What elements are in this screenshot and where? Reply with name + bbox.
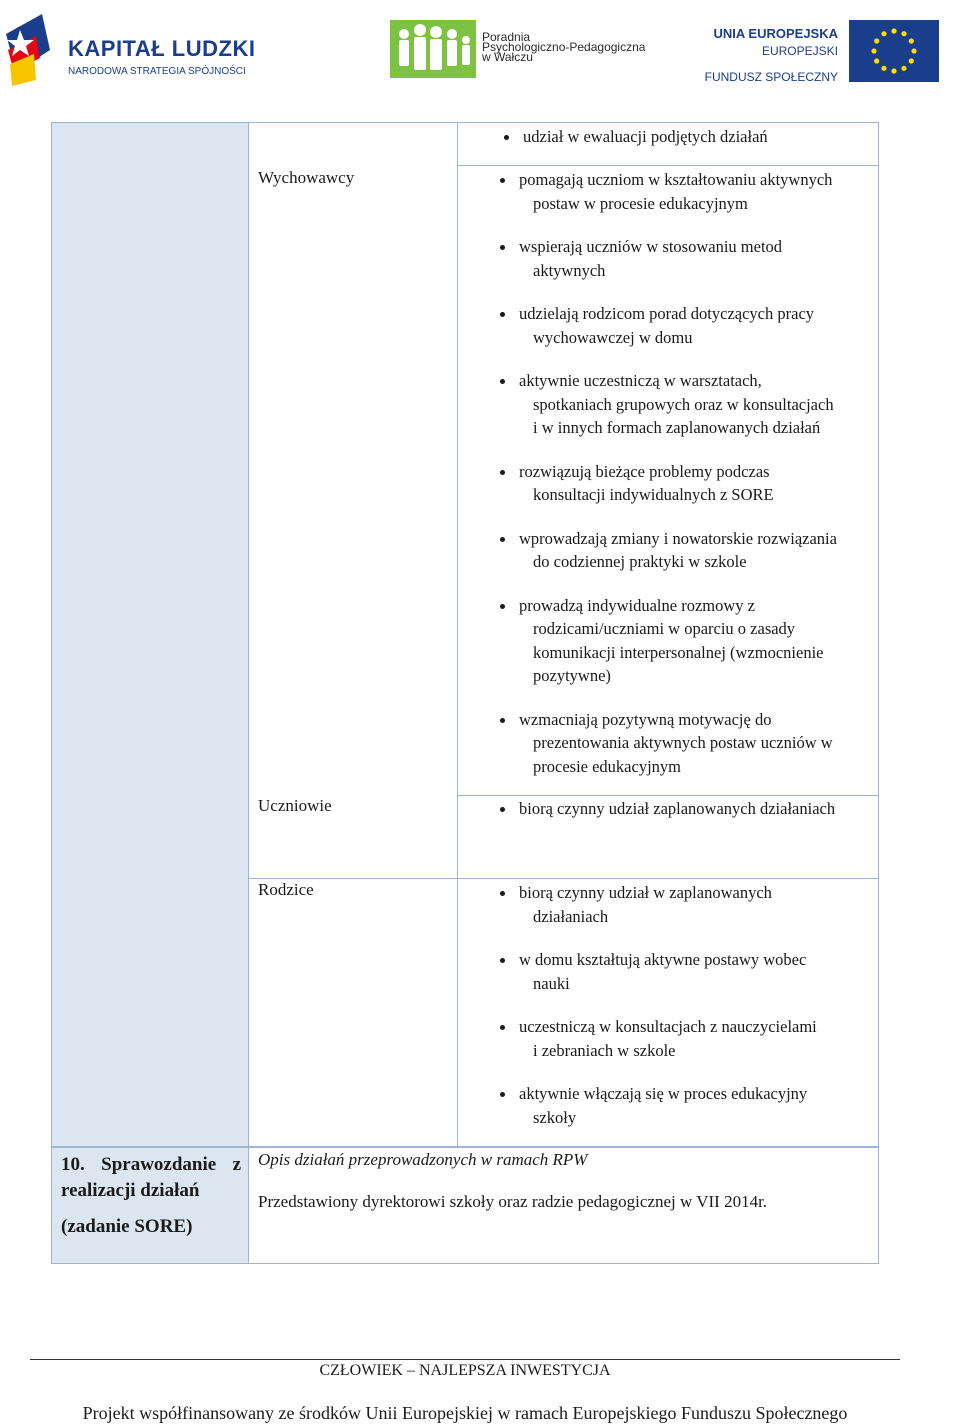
- list-item-text: konsultacji indywidualnych z SORE: [533, 485, 774, 504]
- list-item-text: spotkaniach grupowych oraz w konsultacjach: [533, 394, 834, 414]
- kapital-ludzki-title: KAPITAŁ LUDZKI: [68, 36, 256, 61]
- section10-description: Przedstawiony dyrektorowi szkoły oraz radzie pedagogicznej w VII 2014r.: [258, 1192, 768, 1211]
- list-item-text: rozwiązują bieżące problemy podczas: [519, 461, 770, 481]
- list-item: [499, 527, 869, 574]
- row-divider-uczniowie: [457, 795, 878, 796]
- list-item-text: aktywnych: [533, 260, 606, 280]
- list-item-text: i w innych formach zaplanowanych działań: [533, 418, 821, 437]
- list-item-text: prowadzą indywidualne rozmowy z: [519, 595, 755, 615]
- bullet-icon: [500, 807, 505, 812]
- list-item-text: działaniach: [533, 906, 609, 926]
- eu-line1: UNIA EUROPEJSKA: [713, 26, 838, 41]
- list-item: [499, 1015, 869, 1062]
- role-label-rodzice: Rodzice: [258, 880, 314, 899]
- row-divider-top: [457, 165, 878, 166]
- list-item-text: udzielają rodzicom porad dotyczących pracy: [519, 304, 815, 323]
- rodzice-item-list: [499, 881, 869, 1129]
- eu-line3: FUNDUSZ SPOŁECZNY: [704, 70, 838, 84]
- poradnia-logo: [390, 20, 660, 80]
- poradnia-line1: Poradnia: [482, 30, 531, 44]
- list-item-text: prezentowania aktywnych postaw uczniów w: [533, 733, 833, 752]
- section10-title: [61, 1152, 241, 1240]
- section10-divider: [248, 1146, 249, 1264]
- list-item-text: biorą czynny udział w zaplanowanych: [519, 883, 772, 902]
- eu-line2: EUROPEJSKI: [761, 44, 838, 58]
- family-figures-icon: [390, 20, 476, 78]
- bullet-icon: [500, 379, 505, 384]
- list-item: [499, 708, 869, 779]
- list-item: [499, 460, 869, 507]
- bullet-icon: [500, 958, 505, 963]
- bullet-icon: [500, 537, 505, 542]
- bullet-icon: [504, 135, 509, 140]
- list-item: [499, 168, 869, 215]
- table-left-column: [51, 122, 248, 1146]
- table-bottom-border: [51, 1263, 879, 1264]
- list-item-text: w domu kształtują aktywne postawy wobec: [519, 950, 807, 969]
- bullet-icon: [500, 245, 505, 250]
- list-item-text: i zebraniach w szkole: [533, 1040, 676, 1060]
- list-item: [499, 369, 869, 440]
- list-item-text: wzmacniają pozytywną motywację do: [519, 709, 772, 729]
- list-item: [499, 235, 869, 282]
- role-label-wychowawcy: Wychowawcy: [258, 168, 355, 187]
- eu-logo: [700, 16, 958, 90]
- list-item-text: procesie edukacyjnym: [533, 756, 681, 776]
- kapital-ludzki-subtitle: NARODOWA STRATEGIA SPÓJNOŚCI: [68, 66, 246, 77]
- footer-divider: [30, 1359, 900, 1360]
- list-item-text: wprowadzają zmiany i nowatorskie rozwiązania: [519, 528, 837, 548]
- table-top-border: [248, 122, 878, 123]
- bullet-icon: [500, 718, 505, 723]
- column-divider-2: [457, 122, 458, 1146]
- actions-table: [51, 122, 879, 1266]
- section10-title-line2: realizacji działań: [61, 1180, 200, 1201]
- list-item-text: szkoły: [533, 1107, 577, 1127]
- bullet-icon: [500, 1025, 505, 1030]
- footer-motto: CZŁOWIEK – NAJLEPSZA INWESTYCJA: [319, 1362, 611, 1379]
- list-item: [499, 594, 869, 688]
- list-item-text: pozytywne): [533, 666, 611, 685]
- bullet-icon: [500, 604, 505, 609]
- row-divider-rodzice: [248, 878, 878, 879]
- eu-flag-icon: [849, 20, 939, 82]
- role-label-uczniowie: Uczniowie: [258, 796, 332, 815]
- kapital-ludzki-flag-icon: [6, 14, 54, 86]
- bullet-icon: [500, 312, 505, 317]
- poradnia-line2: Psychologiczno-Pedagogiczna: [482, 40, 646, 54]
- column-divider-1: [248, 122, 249, 1146]
- kapital-ludzki-logo: [6, 14, 256, 88]
- section10-title-line3: (zadanie SORE): [61, 1216, 193, 1237]
- bullet-icon: [500, 891, 505, 896]
- uczniowie-item-list: [499, 797, 869, 821]
- list-item-text: komunikacji interpersonalnej (wzmocnienie: [533, 642, 824, 662]
- section10-description-italic: Opis działań przeprowadzonych w ramach RPW: [258, 1150, 588, 1169]
- list-item-text: postaw w procesie edukacyjnym: [533, 193, 748, 213]
- table-right-border: [878, 122, 879, 1264]
- list-item-text: rodzicami/uczniami w oparciu o zasady: [533, 619, 796, 638]
- bullet-icon: [500, 1092, 505, 1097]
- list-item-text: aktywnie uczestniczą w warsztatach,: [519, 371, 762, 390]
- top-item-list: [503, 125, 873, 149]
- list-item-text: uczestniczą w konsultacjach z nauczycielami: [519, 1017, 817, 1036]
- list-item: [499, 797, 869, 821]
- list-item-text: aktywnie włączają się w proces edukacyjny: [519, 1084, 808, 1103]
- list-item: [499, 948, 869, 995]
- list-item: [503, 125, 873, 149]
- poradnia-line3: w Wałczu: [482, 50, 533, 64]
- list-item-text: udział w ewaluacji podjętych działań: [523, 127, 768, 146]
- list-item-text: wspierają uczniów w stosowaniu metod: [519, 237, 783, 256]
- poradnia-name: [482, 32, 645, 62]
- list-item-text: pomagają uczniom w kształtowaniu aktywnych: [519, 170, 833, 189]
- list-item: [499, 1082, 869, 1129]
- list-item-text: wychowawczej w domu: [533, 327, 693, 347]
- footer-funding: Projekt współfinansowany ze środków Unii Europejskiej w ramach Europejskiego Funduszu Społecznego: [82, 1403, 848, 1423]
- list-item-text: nauki: [533, 973, 570, 993]
- bullet-icon: [500, 470, 505, 475]
- list-item-text: biorą czynny udział zaplanowanych działaniach: [519, 799, 836, 818]
- wychowawcy-item-list: [499, 168, 869, 778]
- list-item-text: do codziennej praktyki w szkole: [533, 552, 747, 571]
- bullet-icon: [500, 178, 505, 183]
- list-item: [499, 302, 869, 349]
- row-divider-section10: [248, 1146, 878, 1148]
- section10-title-line1: 10. Sprawozdanie z: [61, 1154, 241, 1175]
- list-item: [499, 881, 869, 928]
